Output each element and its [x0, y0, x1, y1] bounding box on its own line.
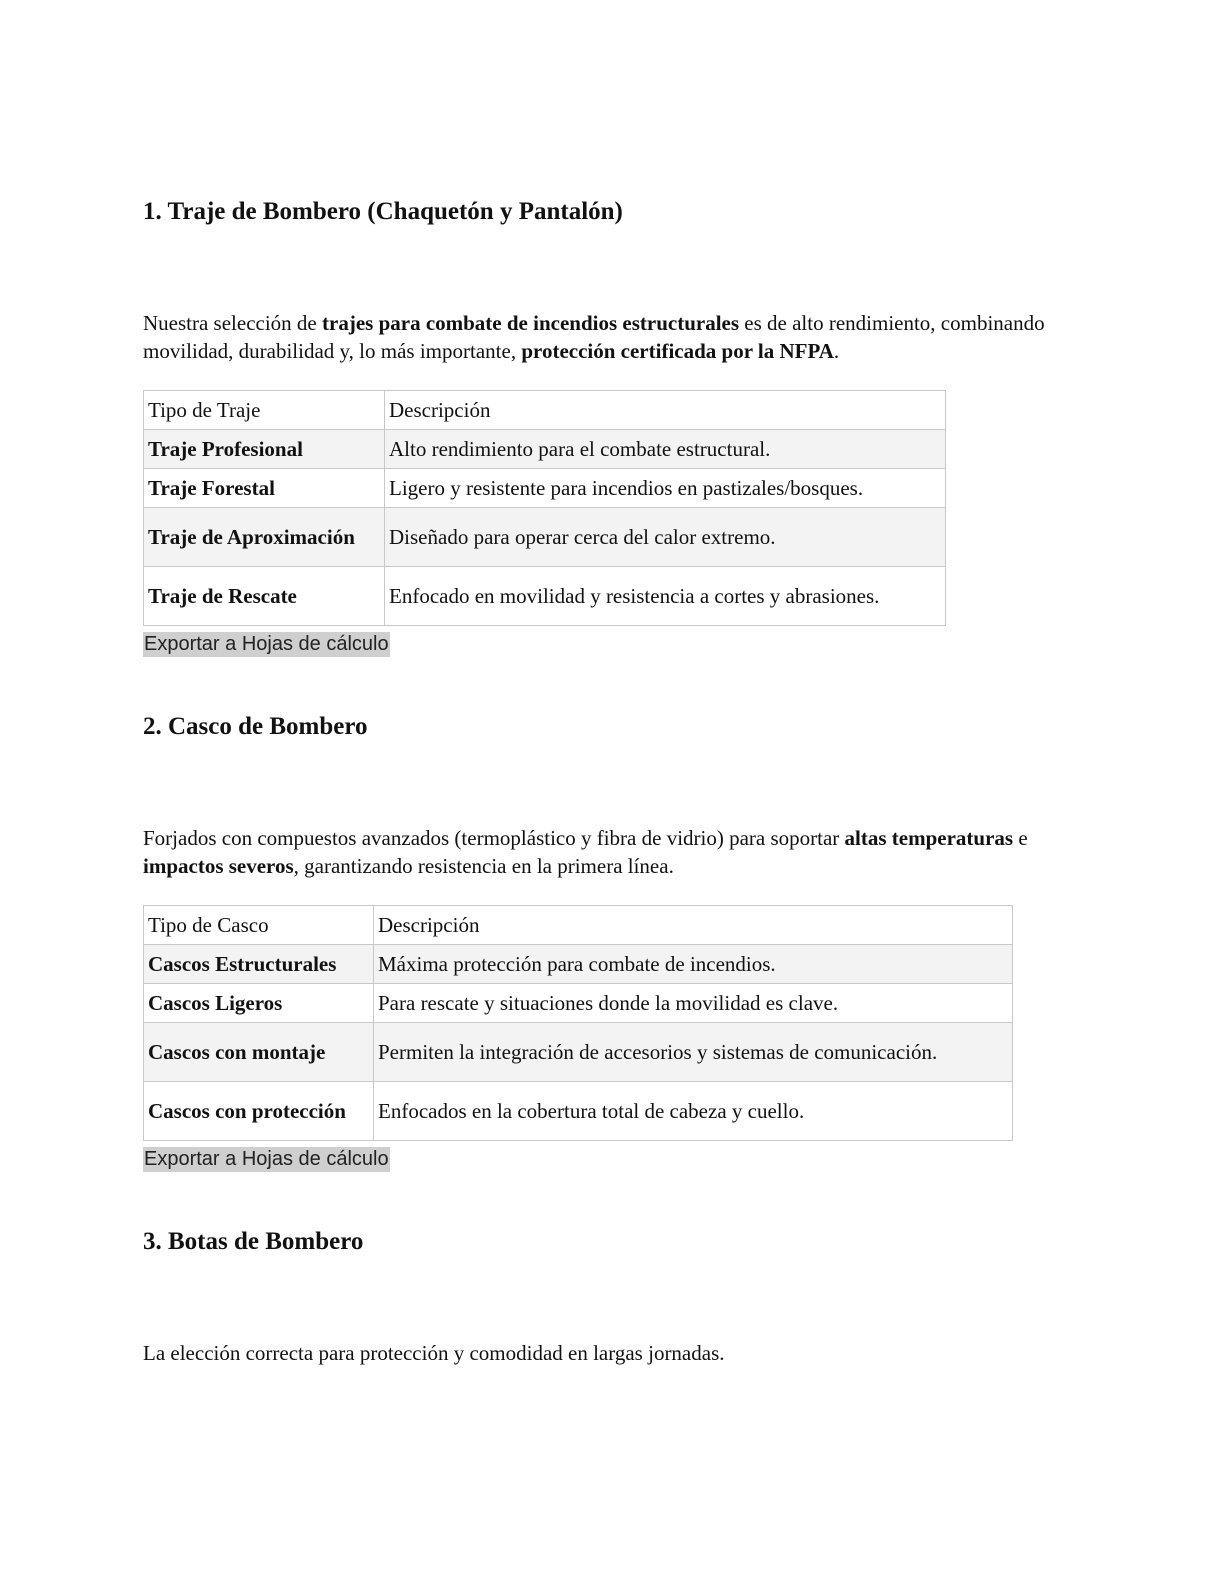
- traje-table: [143, 390, 946, 626]
- section-title-casco: 2. Casco de Bombero: [143, 713, 368, 740]
- table-cell-type: Cascos con protección: [144, 1082, 374, 1141]
- section-intro-botas: La elección correcta para protección y comodidad en largas jornadas.: [143, 1341, 725, 1365]
- table-cell-type: Cascos con montaje: [144, 1023, 374, 1082]
- table-cell-description: Enfocados en la cobertura total de cabeza y cuello.: [374, 1082, 1013, 1141]
- table-cell-type: Traje de Aproximación: [144, 508, 385, 567]
- table-cell-description: Enfocado en movilidad y resistencia a cortes y abrasiones.: [385, 567, 946, 626]
- section-intro-casco: Forjados con compuestos avanzados (termoplástico y fibra de vidrio) para soportar altas temperaturas e impactos severos, garantizando resistencia en la primera línea.: [143, 826, 1028, 878]
- table-cell-type: Traje de Rescate: [144, 567, 385, 626]
- table-header-cell: Descripción: [374, 906, 1013, 945]
- table-cell-type: Traje Profesional: [144, 430, 385, 469]
- casco-table: [143, 905, 1013, 1141]
- table-cell-description: Máxima protección para combate de incendios.: [374, 945, 1013, 984]
- table-row: [144, 984, 1013, 1023]
- section-title-botas: 3. Botas de Bombero: [143, 1228, 364, 1255]
- table-cell-description: Ligero y resistente para incendios en pastizales/bosques.: [385, 469, 946, 508]
- table-header-cell: Tipo de Casco: [144, 906, 374, 945]
- table-cell-description: Diseñado para operar cerca del calor extremo.: [385, 508, 946, 567]
- table-cell-type: Traje Forestal: [144, 469, 385, 508]
- section-intro-traje: Nuestra selección de trajes para combate de incendios estructurales es de alto rendimiento, combinando movilidad, durabilidad y, lo más importante, protección certificada por la NFPA.: [143, 311, 1045, 363]
- table-cell-type: Cascos Ligeros: [144, 984, 374, 1023]
- table-row: [144, 1082, 1013, 1141]
- table-cell-type: Cascos Estructurales: [144, 945, 374, 984]
- table-row: [144, 508, 946, 567]
- table-row: [144, 1023, 1013, 1082]
- table-header-row: [144, 906, 1013, 945]
- table-header-row: [144, 391, 946, 430]
- export-to-sheets-button[interactable]: Exportar a Hojas de cálculo: [144, 633, 389, 655]
- table-cell-description: Alto rendimiento para el combate estructural.: [385, 430, 946, 469]
- table-header-cell: Tipo de Traje: [144, 391, 385, 430]
- table-row: [144, 430, 946, 469]
- export-to-sheets-button[interactable]: Exportar a Hojas de cálculo: [144, 1148, 389, 1170]
- table-cell-description: Permiten la integración de accesorios y sistemas de comunicación.: [374, 1023, 1013, 1082]
- table-cell-description: Para rescate y situaciones donde la movilidad es clave.: [374, 984, 1013, 1023]
- table-row: [144, 945, 1013, 984]
- table-row: [144, 469, 946, 508]
- section-title-traje: 1. Traje de Bombero (Chaquetón y Pantalón): [143, 198, 623, 225]
- table-header-cell: Descripción: [385, 391, 946, 430]
- table-row: [144, 567, 946, 626]
